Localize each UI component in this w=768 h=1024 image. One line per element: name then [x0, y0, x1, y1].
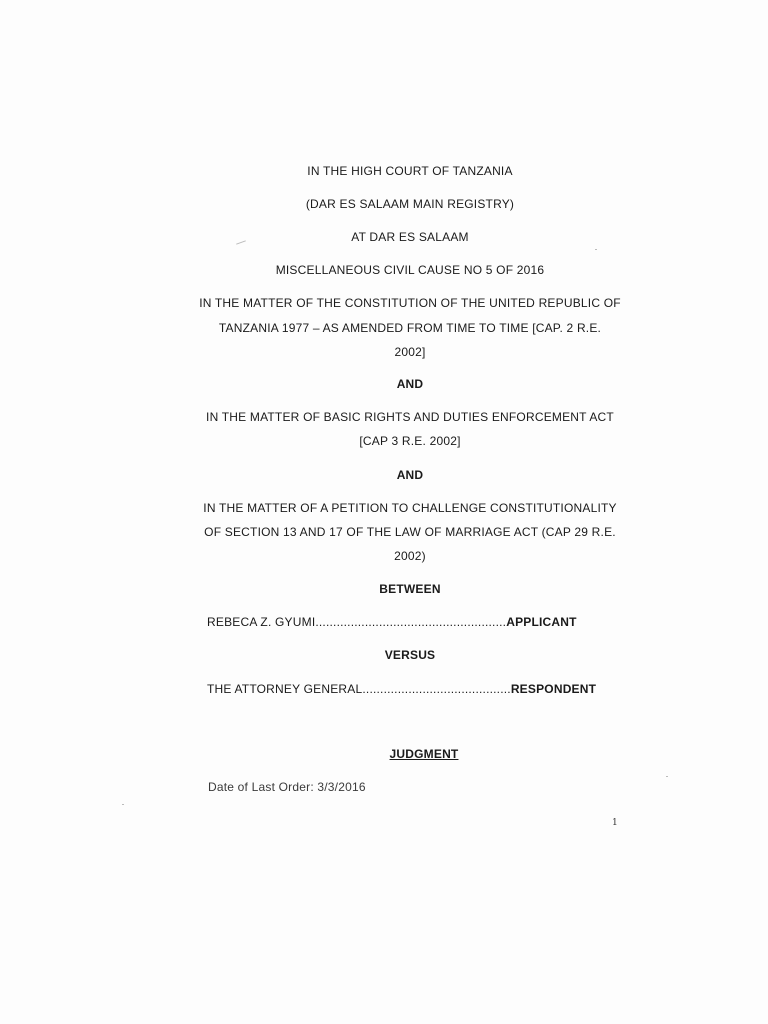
matter-3-line-1: IN THE MATTER OF A PETITION TO CHALLENGE CONSTITUTIONALITY	[203, 501, 617, 515]
cause-number: MISCELLANEOUS CIVIL CAUSE NO 5 OF 2016	[275, 263, 545, 277]
respondent-dots: ..........................................	[362, 682, 511, 696]
between-label: BETWEEN	[379, 582, 441, 596]
scan-speck	[595, 249, 597, 250]
page-number: 1	[612, 818, 618, 828]
matter-2-line-2: [CAP 3 R.E. 2002]	[359, 434, 461, 448]
judgment-heading: JUDGMENT	[389, 747, 459, 761]
applicant-line	[207, 615, 577, 629]
registry: (DAR ES SALAAM MAIN REGISTRY)	[305, 197, 515, 211]
respondent-role: RESPONDENT	[510, 682, 597, 696]
versus-label: VERSUS	[384, 648, 436, 662]
respondent-name: THE ATTORNEY GENERAL	[207, 682, 363, 696]
date-of-last-order: Date of Last Order: 3/3/2016	[208, 780, 366, 794]
matter-2-line-1: IN THE MATTER OF BASIC RIGHTS AND DUTIES ENFORCEMENT ACT	[206, 410, 614, 424]
matter-1-line-2: TANZANIA 1977 – AS AMENDED FROM TIME TO TIME [CAP. 2 R.E.	[218, 321, 602, 335]
scan-speck	[122, 804, 124, 805]
applicant-name: REBECA Z. GYUMI	[207, 615, 316, 629]
applicant-dots: ......................................................	[315, 615, 507, 629]
and-separator-2: AND	[396, 468, 424, 482]
matter-1-line-3: 2002]	[394, 345, 426, 359]
applicant-role: APPLICANT	[506, 615, 577, 629]
court-name: IN THE HIGH COURT OF TANZANIA	[307, 164, 513, 178]
location: AT DAR ES SALAAM	[351, 230, 469, 244]
matter-3-line-2: OF SECTION 13 AND 17 OF THE LAW OF MARRIAGE ACT (CAP 29 R.E.	[204, 525, 616, 539]
matter-1-line-1: IN THE MATTER OF THE CONSTITUTION OF THE UNITED REPUBLIC OF	[199, 296, 621, 310]
scan-speck	[666, 776, 668, 777]
respondent-line	[207, 682, 596, 696]
and-separator-1: AND	[396, 377, 424, 391]
matter-3-line-3: 2002)	[394, 549, 426, 563]
